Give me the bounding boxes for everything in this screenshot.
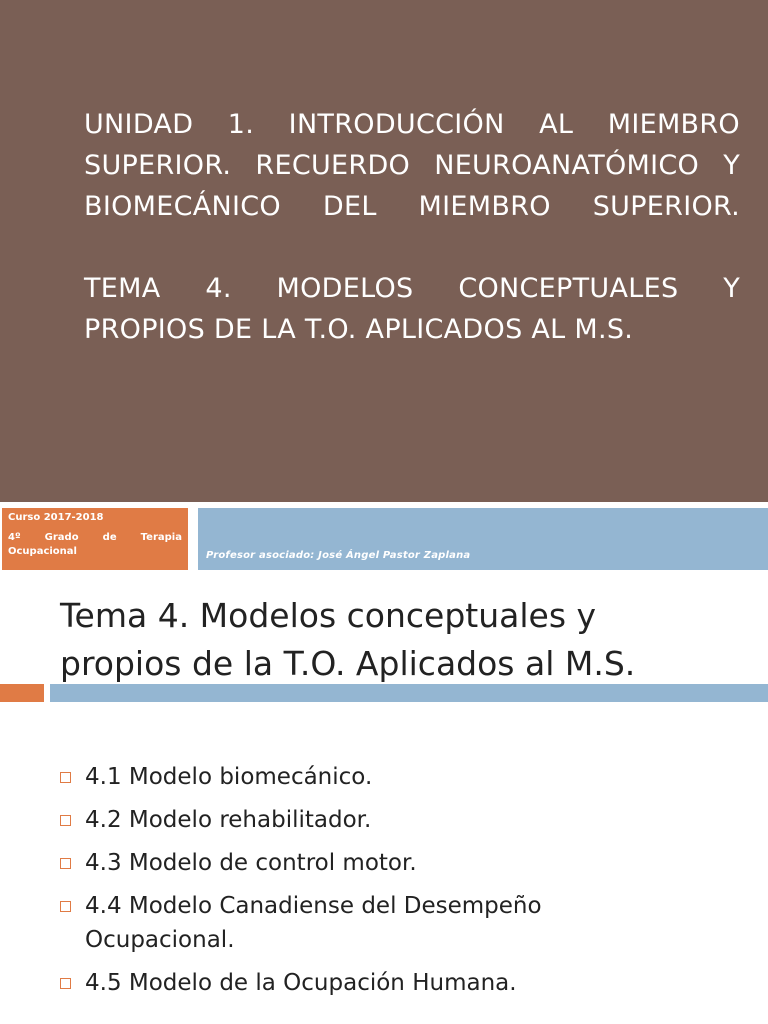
tema-line-1: TEMA 4. MODELOS CONCEPTUALES Y <box>84 273 740 304</box>
square-bullet-icon <box>60 858 71 869</box>
course-info-box <box>2 508 188 570</box>
accent-bar-orange <box>0 684 44 702</box>
degree-word-1: 4º <box>8 532 21 543</box>
square-bullet-icon <box>60 978 71 989</box>
list-item <box>60 803 760 837</box>
tema-line-2: PROPIOS DE LA T.O. APLICADOS AL M.S. <box>84 314 634 345</box>
professor-name: Profesor asociado: José Ángel Pastor Zaplana <box>206 550 471 561</box>
square-bullet-icon <box>60 815 71 826</box>
list-item-text <box>85 889 542 957</box>
accent-bar-blue <box>50 684 768 702</box>
slide-title <box>60 592 760 688</box>
degree-word-4: Terapia <box>140 532 182 543</box>
list-item-line: 4.3 Modelo de control motor. <box>85 850 417 876</box>
title-slide <box>0 0 768 502</box>
list-item-line: 4.5 Modelo de la Ocupación Humana. <box>85 970 517 996</box>
topic-list <box>60 760 760 1009</box>
list-item-text <box>85 760 372 794</box>
unit-line-1: UNIDAD 1. INTRODUCCIÓN AL MIEMBRO <box>84 109 740 140</box>
square-bullet-icon <box>60 772 71 783</box>
list-item-text <box>85 966 517 1000</box>
degree-line-2: Ocupacional <box>8 546 77 557</box>
list-item <box>60 966 760 1000</box>
content-slide <box>0 570 768 1024</box>
degree-word-2: Grado <box>44 532 79 543</box>
list-item <box>60 846 760 880</box>
slide-footer <box>0 502 768 570</box>
list-item-line: Ocupacional. <box>85 927 235 953</box>
list-item <box>60 760 760 794</box>
list-item-line: 4.4 Modelo Canadiense del Desempeño <box>85 893 542 919</box>
square-bullet-icon <box>60 901 71 912</box>
course-year: Curso 2017-2018 <box>8 512 104 523</box>
list-item <box>60 889 760 957</box>
unit-title <box>84 104 740 350</box>
unit-line-2: SUPERIOR. RECUERDO NEUROANATÓMICO Y <box>84 150 740 181</box>
degree-word-3: de <box>102 532 117 543</box>
degree-line <box>8 531 182 545</box>
list-item-text <box>85 803 371 837</box>
slide-title-line-2: propios de la T.O. Aplicados al M.S. <box>60 644 636 683</box>
list-item-line: 4.2 Modelo rehabilitador. <box>85 807 372 833</box>
unit-line-3: BIOMECÁNICO DEL MIEMBRO SUPERIOR. <box>84 191 740 222</box>
slide-title-line-1: Tema 4. Modelos conceptuales y <box>60 596 597 635</box>
list-item-text <box>85 846 417 880</box>
list-item-line: 4.1 Modelo biomecánico. <box>85 764 373 790</box>
professor-box <box>198 508 768 570</box>
